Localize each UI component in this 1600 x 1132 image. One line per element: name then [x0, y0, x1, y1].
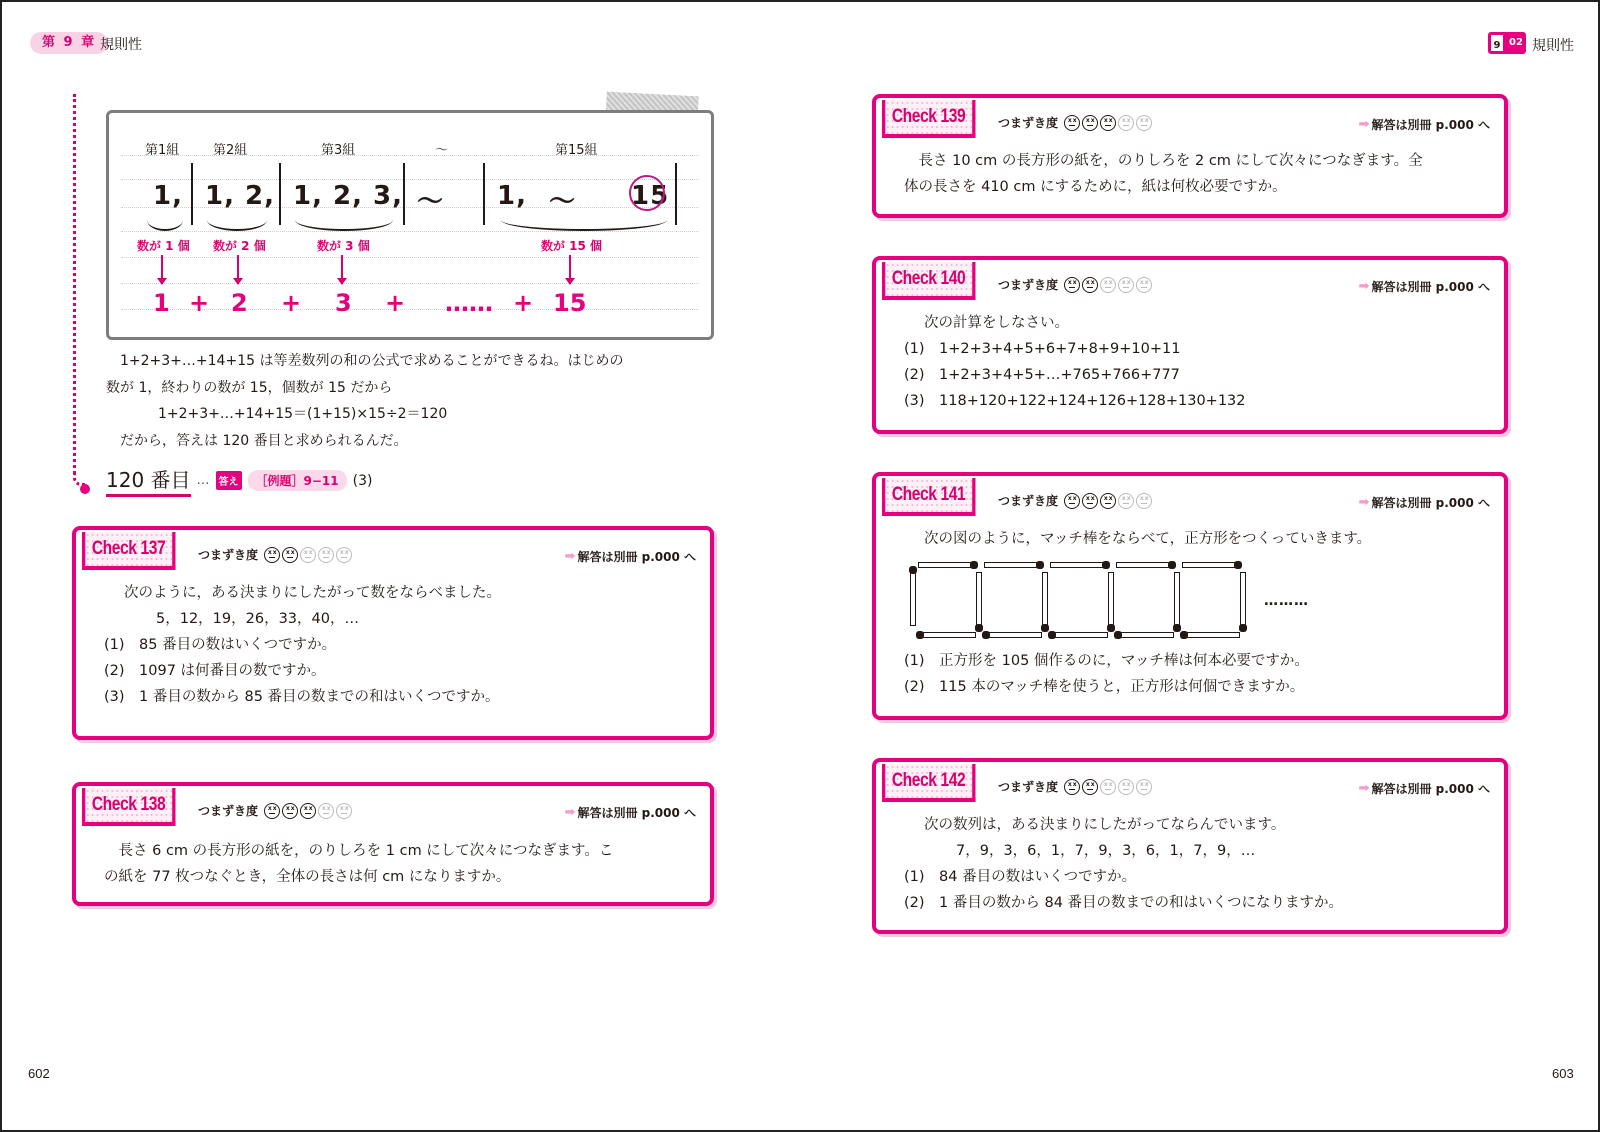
problem-question: (1) 1+2+3+4+5+6+7+8+9+10+11 [904, 341, 1181, 357]
explanation-line: だから，答えは 120 番目と求められるんだ。 [106, 432, 408, 449]
problem-intro: 次の数列は，ある決まりにしたがってならんでいます。 [924, 817, 1286, 833]
difficulty-face-empty-icon [336, 547, 352, 563]
answer-dots: … [196, 473, 210, 488]
count-label-3: 数が 3 個 [317, 239, 370, 253]
difficulty-face-empty-icon [1136, 277, 1152, 293]
brace-icon [207, 209, 267, 231]
difficulty-face-empty-icon [1136, 115, 1152, 131]
section-book-icon [1488, 30, 1526, 58]
answer-badge: 答え [216, 471, 242, 490]
answer-reference-link[interactable] [565, 548, 696, 565]
problem-question: (1) 85 番目の数はいくつですか。 [104, 637, 337, 653]
group-seq-15-start: 1, [497, 181, 527, 211]
matchstick-figure [910, 562, 1490, 642]
problem-question: (3) 118+120+122+124+126+128+130+132 [904, 393, 1246, 409]
arrow-down-icon [161, 255, 163, 283]
page-number-left: 602 [28, 1066, 50, 1081]
check-137-label: Check 137 [82, 532, 175, 570]
answer-reference-text: 解答は別冊 p.000 へ [1371, 496, 1490, 510]
difficulty-face-empty-icon [1100, 277, 1116, 293]
arrow-down-icon [237, 255, 239, 283]
plus-sign: + [189, 289, 210, 317]
page-number-right: 603 [1552, 1066, 1574, 1081]
difficulty-face-empty-icon [318, 803, 334, 819]
problem-question: (2) 1 番目の数から 84 番目の数までの和はいくつになりますか。 [904, 895, 1344, 911]
group-seq-15-mid: 〜 [549, 187, 577, 217]
difficulty-face-icon [1064, 779, 1080, 795]
check-142-body [904, 812, 1490, 916]
count-label-2: 数が 2 個 [213, 239, 266, 253]
sum-term-3: 3 [335, 289, 352, 317]
sum-dots: …… [445, 289, 493, 317]
difficulty-face-icon [1064, 277, 1080, 293]
difficulty-face-icon [300, 803, 316, 819]
difficulty-face-icon [1082, 493, 1098, 509]
sum-term-1: 1 [153, 289, 170, 317]
check-140-box [872, 256, 1508, 434]
problem-sequence: 5，12，19，26，33，40，… [156, 611, 359, 627]
difficulty-label: つまずき度 [198, 548, 259, 562]
check-140-label: Check 140 [882, 262, 975, 300]
check-142-box [872, 758, 1508, 934]
group-divider [675, 163, 677, 225]
difficulty-face-icon [282, 803, 298, 819]
group-seq-3: 1, 2, 3, [293, 181, 404, 211]
answer-row [106, 464, 372, 497]
difficulty-face-empty-icon [1118, 779, 1134, 795]
difficulty-label: つまずき度 [998, 116, 1059, 130]
group-divider [191, 163, 193, 225]
group-label-1: 第1組 [145, 143, 180, 158]
difficulty-label: つまずき度 [998, 780, 1059, 794]
example-part: (3) [352, 472, 373, 489]
brace-icon [501, 209, 667, 231]
difficulty-rating [998, 276, 1152, 293]
group-sum-diagram [106, 110, 714, 340]
group-seq-2: 1, 2, [205, 181, 275, 211]
difficulty-face-icon [264, 547, 280, 563]
rule-line [121, 257, 699, 258]
difficulty-label: つまずき度 [198, 804, 259, 818]
difficulty-face-icon [1100, 115, 1116, 131]
difficulty-rating [198, 546, 352, 563]
circle-highlight-icon [629, 175, 665, 211]
problem-sequence: 7，9，3，6，1，7，9，3，6，1，7，9，… [956, 843, 1256, 859]
difficulty-face-icon [264, 803, 280, 819]
count-label-1: 数が 1 個 [137, 239, 190, 253]
group-label-15: 第15組 [555, 143, 598, 158]
difficulty-face-icon [1064, 115, 1080, 131]
check-141-box [872, 472, 1508, 720]
arrow-right-icon: ➡ [1358, 781, 1370, 796]
rule-line [121, 155, 699, 156]
check-142-label: Check 142 [882, 764, 975, 802]
arrow-right-icon: ➡ [1358, 495, 1370, 510]
group-seq-ellipsis: 〜 [417, 187, 445, 217]
answer-value: 120 番目 [106, 464, 191, 497]
sum-term-2: 2 [231, 289, 248, 317]
problem-intro: 次のように，ある決まりにしたがって数をならべました。 [124, 585, 501, 601]
plus-sign: + [513, 289, 534, 317]
group-label-3: 第3組 [321, 143, 356, 158]
difficulty-face-empty-icon [1118, 493, 1134, 509]
answer-reference-text: 解答は別冊 p.000 へ [1371, 118, 1490, 132]
brace-icon [295, 209, 393, 231]
group-seq-1: 1, [153, 181, 183, 211]
answer-reference-link[interactable] [1359, 116, 1490, 133]
difficulty-rating [998, 778, 1152, 795]
problem-question: (1) 正方形を 105 個作るのに，マッチ棒は何本必要ですか。 [904, 653, 1309, 669]
check-139-body [904, 148, 1490, 200]
problem-text: の紙を 77 枚つなぐとき，全体の長さは何 cm になりますか。 [104, 869, 511, 885]
chapter-title: 規則性 [100, 37, 142, 53]
problem-intro: 次の図のように，マッチ棒をならべて，正方形をつくっていきます。 [924, 531, 1372, 547]
section-num: 02 [1506, 32, 1526, 54]
group-divider [483, 163, 485, 225]
answer-reference-text: 解答は別冊 p.000 へ [1371, 280, 1490, 294]
arrow-right-icon: ➡ [564, 805, 576, 820]
arrow-down-icon [569, 255, 571, 283]
answer-reference-link[interactable] [1359, 278, 1490, 295]
problem-text: 長さ 10 cm の長方形の紙を，のりしろを 2 cm にして次々につなぎます。全 [904, 153, 1423, 169]
arrow-right-icon: ➡ [1358, 117, 1370, 132]
difficulty-face-icon [282, 547, 298, 563]
group-divider [403, 163, 405, 225]
check-140-body [904, 310, 1490, 414]
problem-text: 長さ 6 cm の長方形の紙を，のりしろを 1 cm にして次々につなぎます。こ [104, 843, 614, 859]
difficulty-label: つまずき度 [998, 278, 1059, 292]
arrow-right-icon: ➡ [1358, 279, 1370, 294]
answer-reference-text: 解答は別冊 p.000 へ [1371, 782, 1490, 796]
check-138-box [72, 782, 714, 906]
problem-question: (2) 115 本のマッチ棒を使うと，正方形は何個できますか。 [904, 679, 1305, 695]
chapter-badge: 第 9 章 [30, 32, 108, 54]
difficulty-label: つまずき度 [998, 494, 1059, 508]
check-138-label: Check 138 [82, 788, 175, 826]
plus-sign: + [281, 289, 302, 317]
difficulty-rating [198, 802, 352, 819]
rule-line [121, 283, 699, 284]
group-divider [279, 163, 281, 225]
check-137-box [72, 526, 714, 740]
difficulty-face-icon [1082, 115, 1098, 131]
check-139-box [872, 94, 1508, 218]
check-138-body [104, 838, 696, 890]
guide-dot-icon [80, 484, 90, 494]
difficulty-face-icon [1100, 493, 1116, 509]
explanation-line: 1+2+3+…+14+15 は等差数列の和の公式で求めることができるね。はじめの [106, 353, 624, 369]
difficulty-face-empty-icon [336, 803, 352, 819]
difficulty-face-empty-icon [1118, 277, 1134, 293]
rule-line [121, 179, 699, 180]
check-141-body [904, 526, 1490, 700]
answer-reference-link[interactable] [1359, 494, 1490, 511]
problem-question: (2) 1097 は何番目の数ですか。 [104, 663, 326, 679]
arrow-right-icon: ➡ [564, 549, 576, 564]
continuation-dots: ……… [1264, 593, 1309, 609]
difficulty-face-empty-icon [1100, 779, 1116, 795]
answer-reference-text: 解答は別冊 p.000 へ [577, 550, 696, 564]
difficulty-face-empty-icon [1136, 779, 1152, 795]
problem-question: (1) 84 番目の数はいくつですか。 [904, 869, 1137, 885]
brace-icon [147, 209, 183, 231]
arrow-down-icon [341, 255, 343, 283]
explanation-line: 数が 1，終わりの数が 15，個数が 15 だから [106, 379, 393, 396]
difficulty-face-icon [1064, 493, 1080, 509]
difficulty-face-icon [1082, 779, 1098, 795]
explanation-text [106, 348, 726, 454]
count-label-15: 数が 15 個 [541, 239, 603, 253]
difficulty-face-empty-icon [1136, 493, 1152, 509]
difficulty-face-empty-icon [318, 547, 334, 563]
problem-question: (2) 1+2+3+4+5+…+765+766+777 [904, 367, 1180, 383]
section-chapter-num: 9 [1488, 32, 1506, 54]
difficulty-rating [998, 114, 1152, 131]
section-title: 規則性 [1532, 38, 1574, 54]
guide-dotted-line [73, 94, 76, 474]
group-label-2: 第2組 [213, 143, 248, 158]
rule-line [121, 231, 699, 232]
answer-reference-link[interactable] [565, 804, 696, 821]
problem-question: (3) 1 番目の数から 85 番目の数までの和はいくつですか。 [104, 689, 500, 705]
difficulty-face-icon [1082, 277, 1098, 293]
difficulty-face-empty-icon [300, 547, 316, 563]
check-139-label: Check 139 [882, 100, 975, 138]
explanation-formula: 1+2+3+…+14+15＝(1+15)×15÷2＝120 [158, 406, 448, 422]
problem-text: 体の長さを 410 cm にするために，紙は何枚必要ですか。 [904, 179, 1287, 195]
check-137-body [104, 580, 696, 710]
group-seq-15-end: 15 [631, 181, 670, 211]
group-label-ellipsis: ～ [435, 143, 449, 158]
example-reference: ［例題］9−11 [248, 470, 347, 491]
check-141-label: Check 141 [882, 478, 975, 516]
answer-reference-text: 解答は別冊 p.000 へ [577, 806, 696, 820]
problem-intro: 次の計算をしなさい。 [924, 315, 1069, 331]
difficulty-face-empty-icon [1118, 115, 1134, 131]
difficulty-rating [998, 492, 1152, 509]
sum-term-15: 15 [553, 289, 587, 317]
plus-sign: + [385, 289, 406, 317]
answer-reference-link[interactable] [1359, 780, 1490, 797]
